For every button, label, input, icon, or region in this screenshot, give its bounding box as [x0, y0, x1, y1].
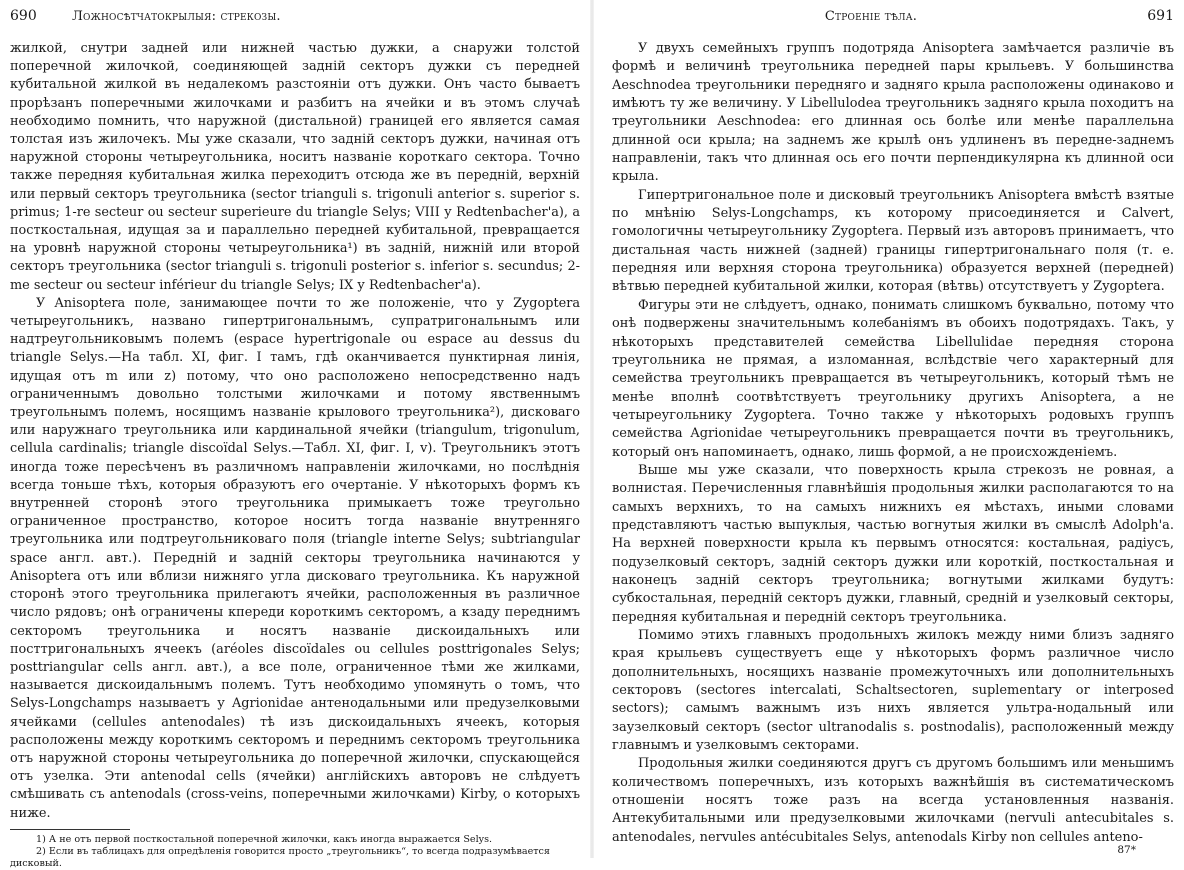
- book-gutter: [590, 0, 594, 858]
- footnotes: [10, 834, 580, 870]
- left-page: [0, 0, 588, 870]
- left-running-head: Ложносѣтчатокрылыя: стрекозы.: [72, 9, 281, 24]
- right-paragraph-1: У двухъ семейныхъ группъ подотряда Anisoptera замѣчается различіе въ формѣ и величинѣ треугольника передней пары крыльевъ. У большинства Aeschnodea треугольники передняго и задняго крыла расположены одинаково и имѣютъ ту же величину. У Libellulodea треугольникъ задняго крыла походитъ на треугольники Aeschnodea: его длинная ось болѣе или менѣе параллельна длинной оси крыла; на заднемъ же крылѣ онъ удлиненъ въ передне-заднемъ направленіи, такъ что длинная ось его почти перпендикулярна къ длинной оси крыла.: [612, 41, 1174, 185]
- right-page-number: 691: [1147, 8, 1174, 24]
- right-running-head: Строеніе тѣла.: [824, 9, 918, 24]
- right-paragraph-2: Гипертригональное поле и дисковый треугольникъ Anisoptera вмѣстѣ взятые по мнѣнію Selys-Longchamps, къ которому присоединяется и Calvert, гомологичны четыреугольнику Zygoptera. Первый изъ авторовъ принимаетъ, что дистальная часть нижней (задней) границы гипертригональнаго поля (т. е. передняя или верхняя сторона треугольника) образуется верхней (передней) вѣтвью передней кубитальной жилки, которая (вѣтвь) отсутствуетъ у Zygoptera.: [612, 187, 1174, 295]
- left-page-number: 690: [10, 8, 37, 24]
- right-paragraph-3: Фигуры эти не слѣдуетъ, однако, понимать слишкомъ буквально, потому что онѣ подвержены значительнымъ колебаніямъ въ обоихъ подотрядахъ. Такъ, у нѣкоторыхъ представителей семейства Libellulidae передняя сторона треугольника не прямая, а изломанная, вслѣдствіе чего характерный для семейства треугольникъ превращается въ четыреугольникъ, который тѣмъ не менѣе вполнѣ соотвѣтствуетъ треугольнику другихъ Anisoptera, а не четыреугольнику Zygoptera. Точно также у нѣкоторыхъ родовыхъ группъ семейства Agrionidae четыреугольникъ превращается почти въ треугольникъ, который онъ напоминаетъ, однако, лишь формой, а не происхожденіемъ.: [612, 297, 1174, 460]
- right-page-header: [612, 8, 1174, 30]
- left-paragraph-1: жилкой, снутри задней или нижней частью дужки, а снаружи толстой поперечной жилочкой, соединяющей задній секторъ дужки съ передней кубитальной жилкой въ недалекомъ разстояніи отъ дужки. Онъ часто бываетъ прорѣзанъ поперечными жилочками и разбитъ на ячейки и въ этомъ случаѣ необходимо помнить, что наружной (дистальной) границей его является самая толстая изъ жилочекъ. Мы уже сказали, что задній секторъ дужки, начиная отъ наружной стороны четыреугольника, носитъ названіе короткаго сектора. Точно также передняя кубитальная жилка переходитъ отсюда же въ передній, верхній или первый секторъ треугольника (sector trianguli s. trigonuli anterior s. superior s. primus; 1-re secteur ou secteur superieure du triangle Selys; VIII у Redtenbacher'a), а посткостальная, идущая за и параллельно передней кубитальной, превращается на уровнѣ наружной стороны четыреугольника¹) въ задній, нижній или второй секторъ треугольника (sector trianguli s. trigonuli posterior s. inferior s. secundus; 2-me secteur ou secteur inférieur du triangle Selys; IX у Redtenbacher'a).: [10, 41, 580, 293]
- right-page: [596, 0, 1184, 858]
- left-paragraph-2: У Anisoptera поле, занимающее почти то же положеніе, что у Zygoptera четыреугольникъ, названо гипертригональнымъ, супратригональнымъ или надтреугольниковымъ полемъ (espace hypertrigonale ou espace au dessus du triangle Selys.—На табл. XI, фиг. I тамъ, гдѣ оканчивается пунктирная линія, идущая отъ m или z) потому, что оно расположено непосредственно надъ ограниченнымъ довольно толстыми жилочками и потому явственнымъ треугольнымъ полемъ, носящимъ названіе крылового треугольника²), дисковаго или наружнаго треугольника или кардинальной ячейки (triangulum, trigonulum, cellula cardinalis; triangle discoïdal Selys.—Табл. XI, фиг. I, v). Треугольникъ этотъ иногда тоже пересѣченъ въ различномъ направленіи жилочками, но послѣднія всегда тоньше тѣхъ, которыя образуютъ его очертаніе. У нѣкоторыхъ формъ къ внутренней сторонѣ этого треугольника примыкаетъ тоже треугольно ограниченное пространство, которое носитъ тогда названіе внутренняго треугольника или подтреугольниковаго поля (triangle interne Selys; subtriangular space англ. авт.). Передній и задній секторы треугольника начинаются у Anisoptera отъ или вблизи нижняго угла дисковаго треугольника. Къ наружной сторонѣ этого треугольника прилегаютъ ячейки, расположенныя въ различное число рядовъ; онѣ ограничены кпереди короткимъ секторомъ, а кзаду переднимъ секторомъ треугольника и носятъ названіе дискоидальныхъ или посттригональныхъ ячеекъ (aréoles discoïdales ou cellules posttrigonales Selys; posttriangular cells англ. авт.), а все поле, ограниченное тѣми же жилками, называется дискоидальнымъ полемъ. Тутъ необходимо упомянуть о томъ, что Selys-Longchamps называетъ у Agrionidae антенодальными или предузелковыми ячейками (cellules antenodales) тѣ изъ дискоидальныхъ ячеекъ, которыя расположены между короткимъ секторомъ и переднимъ секторомъ треугольника отъ наружной стороны четыреугольника до поперечной жилочки, спускающейся отъ узелка. Эти antenodal cells (ячейки) англійскихъ авторовъ не слѣдуетъ смѣшивать съ antenodals (cross-veins, поперечными жилочками) Kirby, о которыхъ ниже.: [10, 295, 580, 821]
- left-page-header: [10, 8, 580, 30]
- footnote-rule: [10, 829, 130, 830]
- footnote-2: 2) Если въ таблицахъ для опредѣленія говорится просто „треугольникъ“, то всегда подразумѣвается дисковый.: [10, 845, 550, 870]
- left-page-body: [10, 40, 580, 823]
- footnote-1: 1) А не отъ первой посткостальной поперечной жилочки, какъ иногда выражается Selys.: [36, 833, 493, 845]
- right-paragraph-6: Продольныя жилки соединяются другъ съ другомъ большимъ или меньшимъ количествомъ поперечныхъ, изъ которыхъ важнѣйшія въ систематическомъ отношеніи носятъ тоже разъ на всегда установленныя названія. Антекубитальными или предузелковыми жилочками (nervuli antecubitales s. antenodales, nervules antécubitales Selys, antenodals Kirby non cellules anteno-: [612, 756, 1174, 845]
- right-page-body: [612, 40, 1174, 847]
- right-paragraph-5: Помимо этихъ главныхъ продольныхъ жилокъ между ними близъ задняго края крыльевъ существуетъ еще у нѣкоторыхъ формъ различное число дополнительныхъ, носящихъ названіе промежуточныхъ или дополнительныхъ секторовъ (sectores intercalati, Schaltsectoren, suplementary or interposed sectors); самымъ важнымъ изъ нихъ является ультра-нодальный или заузелковый секторъ (sector ultranodalis s. postnodalis), расположенный между главнымъ и узелковымъ секторами.: [612, 628, 1174, 754]
- right-paragraph-4: Выше мы уже сказали, что поверхность крыла стрекозъ не ровная, а волнистая. Перечисленныя главнѣйшія продольныя жилки располагаются то на самыхъ верхнихъ, то на самыхъ нижнихъ ея мѣстахъ, иными словами представляютъ частью выпуклыя, частью вогнутыя жилки въ смыслѣ Adolph'a. На верхней поверхности крыла къ первымъ относятся: костальная, радіусъ, подузелковый секторъ, задній секторъ дужки или короткій, посткостальная и наконецъ задній секторъ треугольника; вогнутыми жилками будутъ: субкостальная, передній секторъ дужки, главный, средній и узелковый секторы, передняя кубитальная и передній секторъ треугольника.: [612, 462, 1174, 625]
- signature-mark: 87*: [1117, 844, 1136, 856]
